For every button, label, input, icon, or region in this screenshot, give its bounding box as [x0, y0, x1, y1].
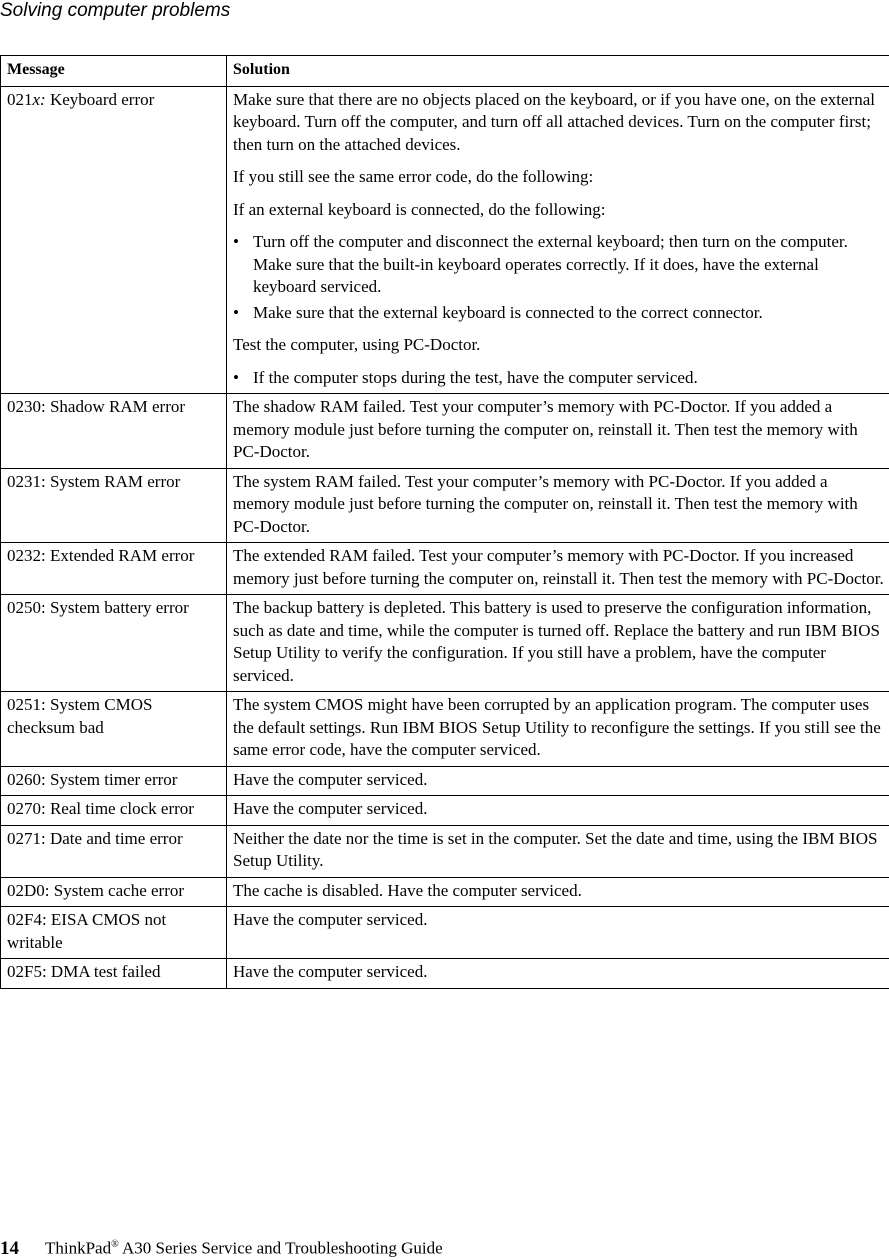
table-row [1, 907, 889, 959]
message-code-prefix: 021 [7, 90, 33, 109]
bullet-icon: • [233, 367, 239, 390]
solution-paragraph: Test the computer, using PC-Doctor. [233, 334, 885, 357]
footer-title: A30 Series Service and Troubleshooting Guide [119, 1239, 443, 1258]
solution-bullet-list [233, 231, 885, 324]
page-footer [0, 1234, 443, 1260]
column-header-solution: Solution [227, 56, 889, 87]
solution-cell: The system RAM failed. Test your computer’s memory with PC-Doctor. If you added a memory module just before turning the computer on, reinstall it. Then test the memory with PC-Doctor. [227, 468, 889, 543]
table-row [1, 959, 889, 989]
solution-cell: Have the computer serviced. [227, 907, 889, 959]
footer-brand: ThinkPad [45, 1239, 111, 1258]
solution-paragraph: Make sure that there are no objects placed on the keyboard, or if you have one, on the external keyboard. Turn off the computer, and turn off all attached devices. Turn on the computer first; then turn on the attached devices. [233, 89, 885, 157]
table-row [1, 468, 889, 543]
message-cell: 0270: Real time clock error [1, 796, 227, 826]
table-row [1, 796, 889, 826]
table-header-row [1, 56, 889, 87]
solution-bullet-text: Turn off the computer and disconnect the external keyboard; then turn on the computer. Make sure that the built-in keyboard operates correctly. If it does, have the external keyboard serviced. [253, 232, 848, 296]
solution-bullet [233, 367, 885, 390]
solution-paragraph: If you still see the same error code, do the following: [233, 166, 885, 189]
table-row [1, 595, 889, 692]
bullet-icon: • [233, 231, 239, 254]
solution-cell: The backup battery is depleted. This battery is used to preserve the configuration information, such as date and time, while the computer is turned off. Replace the battery and run IBM BIOS Setup Utility to verify the configuration. If you still have a problem, have the computer serviced. [227, 595, 889, 692]
solution-bullet [233, 302, 885, 325]
solution-cell: Have the computer serviced. [227, 959, 889, 989]
message-cell: 0251: System CMOS checksum bad [1, 692, 227, 767]
table-row [1, 543, 889, 595]
message-cell: 0260: System timer error [1, 766, 227, 796]
table-row [1, 394, 889, 469]
solution-cell [227, 86, 889, 394]
solution-cell: The system CMOS might have been corrupted by an application program. The computer uses the default settings. Run IBM BIOS Setup Utility to reconfigure the settings. If you still see the same error code, have the computer serviced. [227, 692, 889, 767]
solution-paragraph: If an external keyboard is connected, do the following: [233, 199, 885, 222]
solution-cell: The extended RAM failed. Test your computer’s memory with PC-Doctor. If you increased memory just before turning the computer on, reinstall it. Then test the memory with PC-Doctor. [227, 543, 889, 595]
page-number: 14 [0, 1238, 19, 1259]
solution-bullet-text: If the computer stops during the test, have the computer serviced. [253, 368, 698, 387]
error-message-table [0, 55, 889, 989]
message-cell: 0250: System battery error [1, 595, 227, 692]
column-header-message: Message [1, 56, 227, 87]
message-cell: 02F5: DMA test failed [1, 959, 227, 989]
page-header-title: Solving computer problems [0, 0, 230, 22]
message-cell: 0232: Extended RAM error [1, 543, 227, 595]
message-code-variable: x: [33, 90, 46, 109]
table-row [1, 692, 889, 767]
solution-cell: Have the computer serviced. [227, 766, 889, 796]
solution-cell: Neither the date nor the time is set in the computer. Set the date and time, using the IBM BIOS Setup Utility. [227, 825, 889, 877]
solution-bullet [233, 231, 885, 299]
bullet-icon: • [233, 302, 239, 325]
message-cell: 0271: Date and time error [1, 825, 227, 877]
table-row [1, 877, 889, 907]
registered-mark: ® [111, 1239, 119, 1250]
message-code-suffix: Keyboard error [46, 90, 155, 109]
solution-cell: Have the computer serviced. [227, 796, 889, 826]
message-cell: 0230: Shadow RAM error [1, 394, 227, 469]
table-row [1, 86, 889, 394]
solution-cell: The shadow RAM failed. Test your computer’s memory with PC-Doctor. If you added a memory module just before turning the computer on, reinstall it. Then test the memory with PC-Doctor. [227, 394, 889, 469]
message-cell: 02F4: EISA CMOS not writable [1, 907, 227, 959]
message-cell [1, 86, 227, 394]
message-cell: 02D0: System cache error [1, 877, 227, 907]
solution-bullet-text: Make sure that the external keyboard is connected to the correct connector. [253, 303, 763, 322]
message-cell: 0231: System RAM error [1, 468, 227, 543]
table-row [1, 825, 889, 877]
table-row [1, 766, 889, 796]
solution-bullet-list [233, 367, 885, 390]
solution-cell: The cache is disabled. Have the computer serviced. [227, 877, 889, 907]
